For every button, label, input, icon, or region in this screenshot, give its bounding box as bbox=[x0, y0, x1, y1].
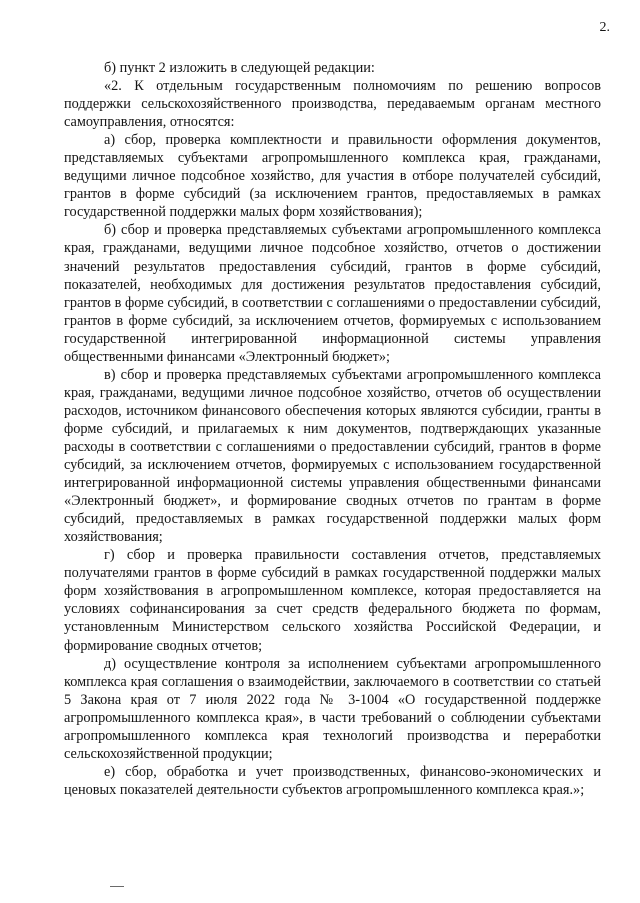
paragraph-intro: б) пункт 2 изложить в следующей редакции: bbox=[104, 60, 375, 76]
document-body bbox=[64, 59, 601, 799]
paragraph-subitem-g: г) сбор и проверка правильности составления отчетов, представляемых получателями грантов в форме субсидий в рамках государственной поддержки малых форм хозяйствования в агропромышленном комплексе, которая предоставляется на условиях софинансирования за счет средств федерального бюджета по формам, установленным Министерством сельского хозяйства Российской Федерации, и формирование сводных отчетов; bbox=[64, 547, 601, 654]
paragraph-subitem-b: б) сбор и проверка представляемых субъектами агропромышленного комплекса края, гражданами, ведущими личное подсобное хозяйство, отчетов о достижении значений результатов предоставления субсидий, грантов в форме субсидий, показателей, необходимых для достижения результатов предоставления субсидий, грантов в форме субсидий, в соответствии с соглашениями о предоставлении субсидий, грантов в форме субсидий, за исключением отчетов, формируемых с использованием государственной интегрированной информационной системы управления общественными финансами «Электронный бюджет»; bbox=[64, 222, 601, 365]
page-number: 2. bbox=[599, 20, 610, 35]
footer-mark bbox=[110, 886, 124, 887]
paragraph-subitem-v: в) сбор и проверка представляемых субъектами агропромышленного комплекса края, гражданами, ведущими личное подсобное хозяйство, отчетов об осуществлении расходов, источником финансового обеспечения которых являются субсидии, гранты в форме субсидий, и прилагаемых к ним документов, подтверждающих указанные расходы в соответствии с соглашениями о предоставлении субсидий, грантов в форме субсидий, за исключением отчетов, формируемых с использованием государственной интегрированной информационной системы управления общественными финансами «Электронный бюджет», и формирование сводных отчетов по грантам в форме субсидий, предоставляемых в рамках государственной поддержки малых форм хозяйствования; bbox=[64, 366, 601, 546]
paragraph-subitem-a: а) сбор, проверка комплектности и правильности оформления документов, представляемых субъектами агропромышленного комплекса края, гражданами, ведущими личное подсобное хозяйство, для участия в отборе получателей субсидий, грантов в форме субсидий (за исключением грантов, предоставляемых в рамках государственной поддержки малых форм хозяйствования); bbox=[64, 132, 601, 221]
paragraph-subitem-e: е) сбор, обработка и учет производственных, финансово-экономических и ценовых показателей деятельности субъектов агропромышленного комплекса края.»; bbox=[64, 763, 601, 798]
paragraph-item-2: «2. К отдельным государственным полномочиям по решению вопросов поддержки сельскохозяйственного производства, передаваемым органам местного самоуправления, относятся: bbox=[64, 78, 601, 131]
paragraph-subitem-d: д) осуществление контроля за исполнением субъектами агропромышленного комплекса края соглашения о взаимодействии, заключаемого в соответствии со статьей 5 Закона края от 7 июля 2022 года № 3-1004 «О государственной поддержке агропромышленного комплекса края», в части требований о соблюдении субъектами агропромышленного комплекса края технологий производства и переработки сельскохозяйственной продукции; bbox=[64, 655, 601, 762]
